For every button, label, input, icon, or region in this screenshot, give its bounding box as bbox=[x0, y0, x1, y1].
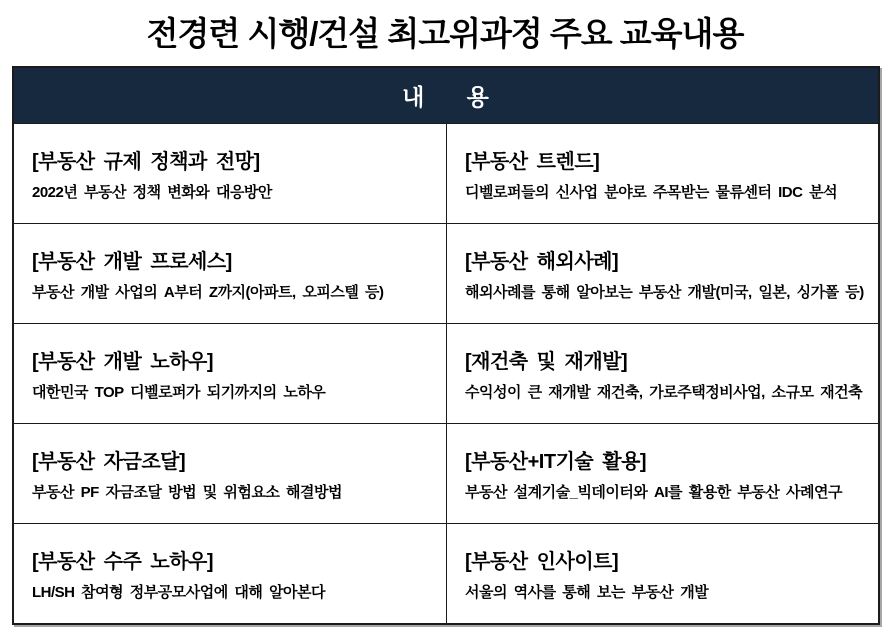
table-header-content: 내 용 bbox=[14, 68, 878, 123]
cell-heading: [재건축 및 재개발] bbox=[465, 351, 628, 373]
cell-description: 디벨로퍼들의 신사업 분야로 주목받는 물류센터 IDC 분석 bbox=[465, 184, 838, 201]
cell-regulation-policy bbox=[14, 124, 446, 223]
cell-financing bbox=[14, 424, 446, 523]
table-row bbox=[14, 323, 878, 423]
cell-heading: [부동산 트렌드] bbox=[465, 151, 600, 173]
cell-heading: [부동산 개발 프로세스] bbox=[32, 251, 232, 273]
cell-reconstruction-redevelopment bbox=[446, 324, 878, 423]
cell-heading: [부동산 규제 정책과 전망] bbox=[32, 151, 260, 173]
cell-order-knowhow bbox=[14, 524, 446, 623]
cell-description: 부동산 설계기술_빅데이터와 AI를 활용한 부동산 사례연구 bbox=[465, 484, 842, 501]
cell-description: 서울의 역사를 통해 보는 부동산 개발 bbox=[465, 584, 709, 601]
cell-overseas-cases bbox=[446, 224, 878, 323]
cell-heading: [부동산 자금조달] bbox=[32, 451, 186, 473]
cell-description: 부동산 PF 자금조달 방법 및 위험요소 해결방법 bbox=[32, 484, 342, 501]
cell-heading: [부동산+IT기술 활용] bbox=[465, 451, 647, 473]
cell-trend bbox=[446, 124, 878, 223]
cell-insight bbox=[446, 524, 878, 623]
cell-heading: [부동산 인사이트] bbox=[465, 551, 619, 573]
cell-development-knowhow bbox=[14, 324, 446, 423]
cell-development-process bbox=[14, 224, 446, 323]
cell-description: 대한민국 TOP 디벨로퍼가 되기까지의 노하우 bbox=[32, 384, 326, 401]
cell-heading: [부동산 해외사례] bbox=[465, 251, 619, 273]
table-row bbox=[14, 223, 878, 323]
cell-heading: [부동산 수주 노하우] bbox=[32, 551, 213, 573]
cell-description: 2022년 부동산 정책 변화와 대응방안 bbox=[32, 184, 272, 201]
cell-heading: [부동산 개발 노하우] bbox=[32, 351, 213, 373]
table-row bbox=[14, 123, 878, 223]
cell-it-technology bbox=[446, 424, 878, 523]
cell-description: 수익성이 큰 재개발 재건축, 가로주택정비사업, 소규모 재건축 bbox=[465, 384, 863, 401]
cell-description: LH/SH 참여형 정부공모사업에 대해 알아본다 bbox=[32, 584, 326, 601]
cell-description: 부동산 개발 사업의 A부터 Z까지(아파트, 오피스텔 등) bbox=[32, 284, 384, 301]
education-content-table bbox=[12, 66, 880, 625]
page-title: 전경련 시행/건설 최고위과정 주요 교육내용 bbox=[146, 15, 744, 52]
table-row bbox=[14, 523, 878, 623]
cell-description: 해외사례를 통해 알아보는 부동산 개발(미국, 일본, 싱가폴 등) bbox=[465, 284, 864, 301]
table-row bbox=[14, 423, 878, 523]
